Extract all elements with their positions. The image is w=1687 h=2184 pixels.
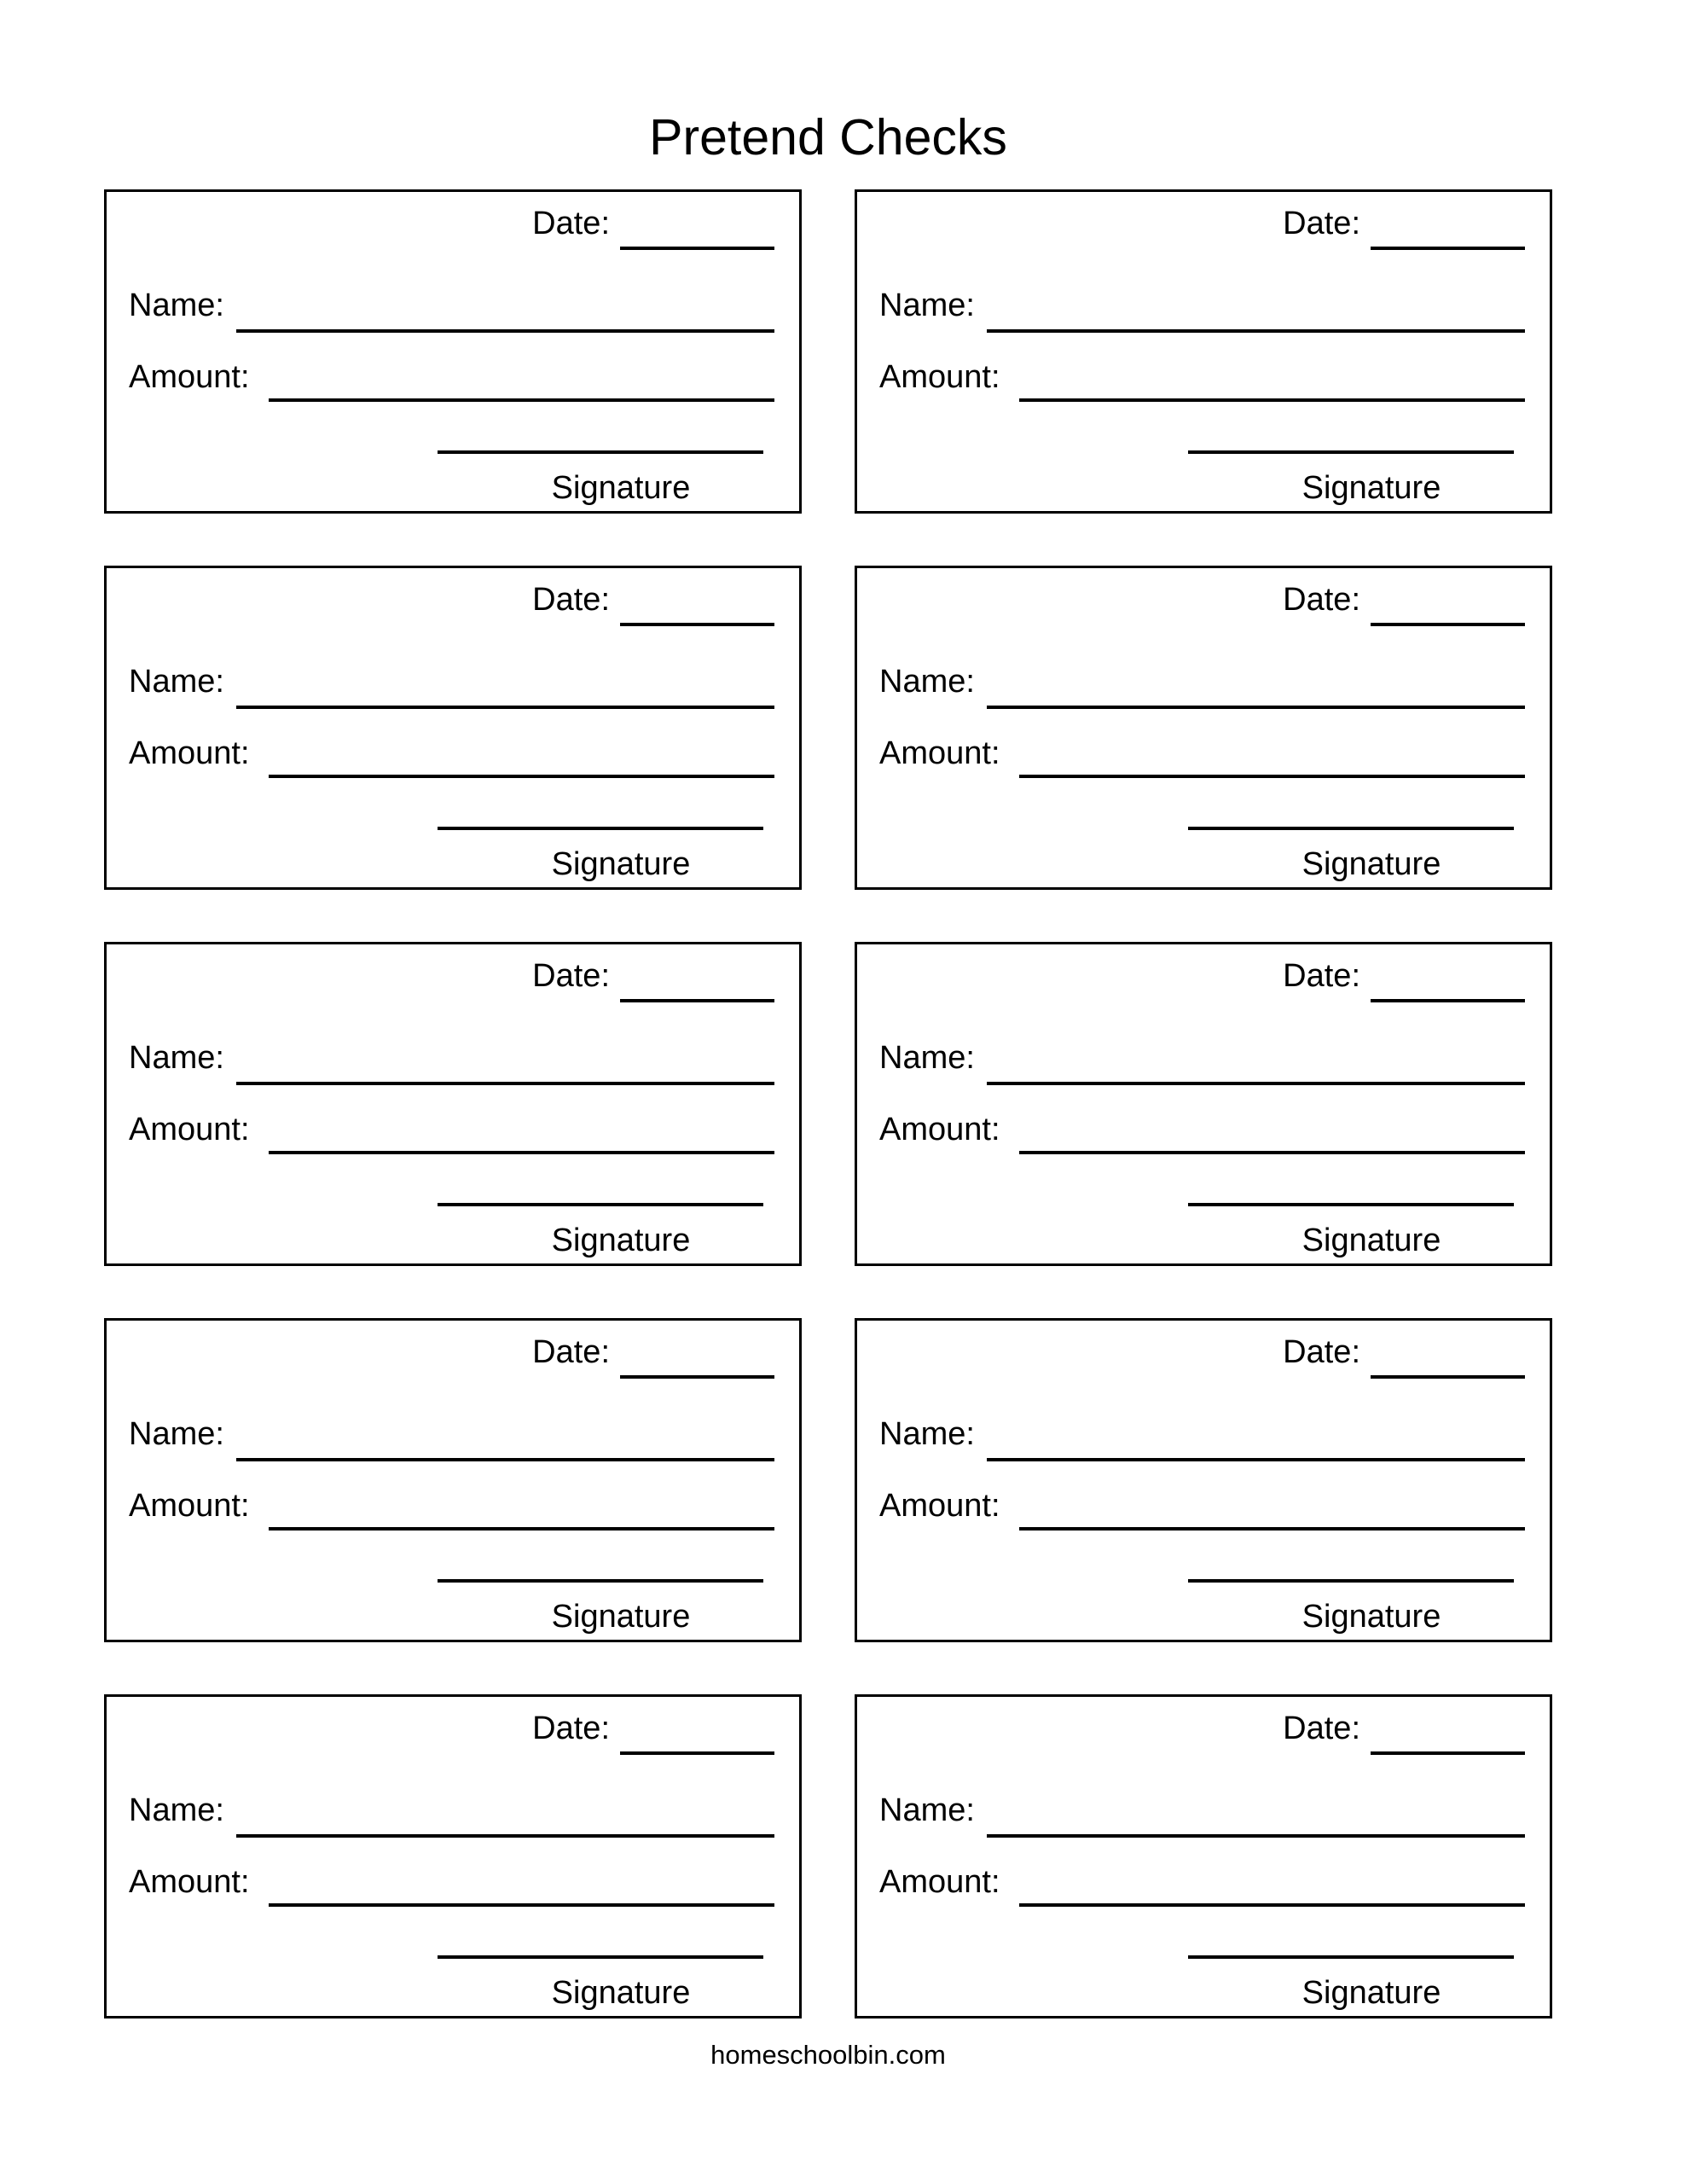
date-line bbox=[620, 247, 774, 250]
name-label: Name: bbox=[129, 1416, 224, 1452]
date-line bbox=[620, 999, 774, 1002]
date-line bbox=[1371, 1751, 1525, 1755]
signature-label: Signature bbox=[551, 1975, 691, 2011]
signature-label: Signature bbox=[551, 1223, 691, 1258]
amount-line bbox=[269, 1151, 774, 1154]
name-label: Name: bbox=[129, 1792, 224, 1828]
pretend-check bbox=[855, 566, 1552, 890]
pretend-check bbox=[855, 1318, 1552, 1642]
pretend-check bbox=[104, 1694, 802, 2018]
date-label: Date: bbox=[532, 582, 610, 618]
pretend-check bbox=[855, 942, 1552, 1266]
amount-label: Amount: bbox=[879, 359, 1000, 395]
amount-label: Amount: bbox=[879, 735, 1000, 771]
amount-line bbox=[269, 1527, 774, 1531]
name-label: Name: bbox=[879, 664, 975, 700]
name-line bbox=[987, 1458, 1525, 1461]
signature-line bbox=[1188, 1203, 1514, 1206]
signature-line bbox=[438, 450, 763, 454]
checks-grid bbox=[104, 189, 1552, 2018]
name-label: Name: bbox=[879, 1416, 975, 1452]
amount-line bbox=[269, 1903, 774, 1907]
date-label: Date: bbox=[1283, 582, 1360, 618]
date-line bbox=[1371, 1375, 1525, 1379]
pretend-check bbox=[104, 1318, 802, 1642]
pretend-check bbox=[855, 189, 1552, 514]
date-label: Date: bbox=[532, 206, 610, 241]
pretend-check bbox=[104, 189, 802, 514]
name-label: Name: bbox=[129, 664, 224, 700]
date-line bbox=[620, 1751, 774, 1755]
amount-line bbox=[1019, 398, 1525, 402]
amount-label: Amount: bbox=[879, 1864, 1000, 1900]
amount-label: Amount: bbox=[129, 1112, 250, 1147]
date-line bbox=[1371, 247, 1525, 250]
name-line bbox=[236, 329, 774, 333]
signature-line bbox=[438, 1579, 763, 1583]
name-line bbox=[987, 1082, 1525, 1085]
signature-line bbox=[1188, 1955, 1514, 1959]
name-label: Name: bbox=[879, 1040, 975, 1076]
date-line bbox=[1371, 623, 1525, 626]
signature-line bbox=[438, 1955, 763, 1959]
name-label: Name: bbox=[879, 1792, 975, 1828]
amount-line bbox=[269, 398, 774, 402]
amount-label: Amount: bbox=[879, 1488, 1000, 1524]
signature-label: Signature bbox=[551, 846, 691, 882]
date-label: Date: bbox=[1283, 958, 1360, 994]
amount-label: Amount: bbox=[879, 1112, 1000, 1147]
pretend-check bbox=[104, 566, 802, 890]
date-label: Date: bbox=[532, 1711, 610, 1746]
date-label: Date: bbox=[1283, 1334, 1360, 1370]
signature-label: Signature bbox=[551, 470, 691, 506]
signature-label: Signature bbox=[1301, 846, 1441, 882]
amount-line bbox=[1019, 775, 1525, 778]
pretend-check bbox=[104, 942, 802, 1266]
date-label: Date: bbox=[1283, 206, 1360, 241]
name-line bbox=[236, 1458, 774, 1461]
amount-label: Amount: bbox=[129, 1864, 250, 1900]
name-label: Name: bbox=[879, 288, 975, 323]
name-label: Name: bbox=[129, 1040, 224, 1076]
date-line bbox=[620, 623, 774, 626]
date-line bbox=[620, 1375, 774, 1379]
amount-line bbox=[1019, 1903, 1525, 1907]
amount-label: Amount: bbox=[129, 359, 250, 395]
name-line bbox=[236, 1834, 774, 1838]
name-line bbox=[987, 329, 1525, 333]
date-label: Date: bbox=[532, 1334, 610, 1370]
signature-label: Signature bbox=[1301, 1975, 1441, 2011]
signature-line bbox=[438, 827, 763, 830]
signature-label: Signature bbox=[1301, 1599, 1441, 1635]
date-label: Date: bbox=[532, 958, 610, 994]
amount-line bbox=[1019, 1151, 1525, 1154]
name-line bbox=[236, 706, 774, 709]
footer-credit: homeschoolbin.com bbox=[710, 2040, 946, 2070]
name-line bbox=[987, 706, 1525, 709]
amount-label: Amount: bbox=[129, 1488, 250, 1524]
signature-label: Signature bbox=[1301, 1223, 1441, 1258]
pretend-check bbox=[855, 1694, 1552, 2018]
page-title: Pretend Checks bbox=[649, 109, 1007, 166]
signature-line bbox=[1188, 1579, 1514, 1583]
signature-line bbox=[1188, 450, 1514, 454]
signature-label: Signature bbox=[551, 1599, 691, 1635]
signature-label: Signature bbox=[1301, 470, 1441, 506]
name-line bbox=[236, 1082, 774, 1085]
date-line bbox=[1371, 999, 1525, 1002]
amount-label: Amount: bbox=[129, 735, 250, 771]
name-line bbox=[987, 1834, 1525, 1838]
signature-line bbox=[1188, 827, 1514, 830]
date-label: Date: bbox=[1283, 1711, 1360, 1746]
signature-line bbox=[438, 1203, 763, 1206]
name-label: Name: bbox=[129, 288, 224, 323]
amount-line bbox=[1019, 1527, 1525, 1531]
amount-line bbox=[269, 775, 774, 778]
